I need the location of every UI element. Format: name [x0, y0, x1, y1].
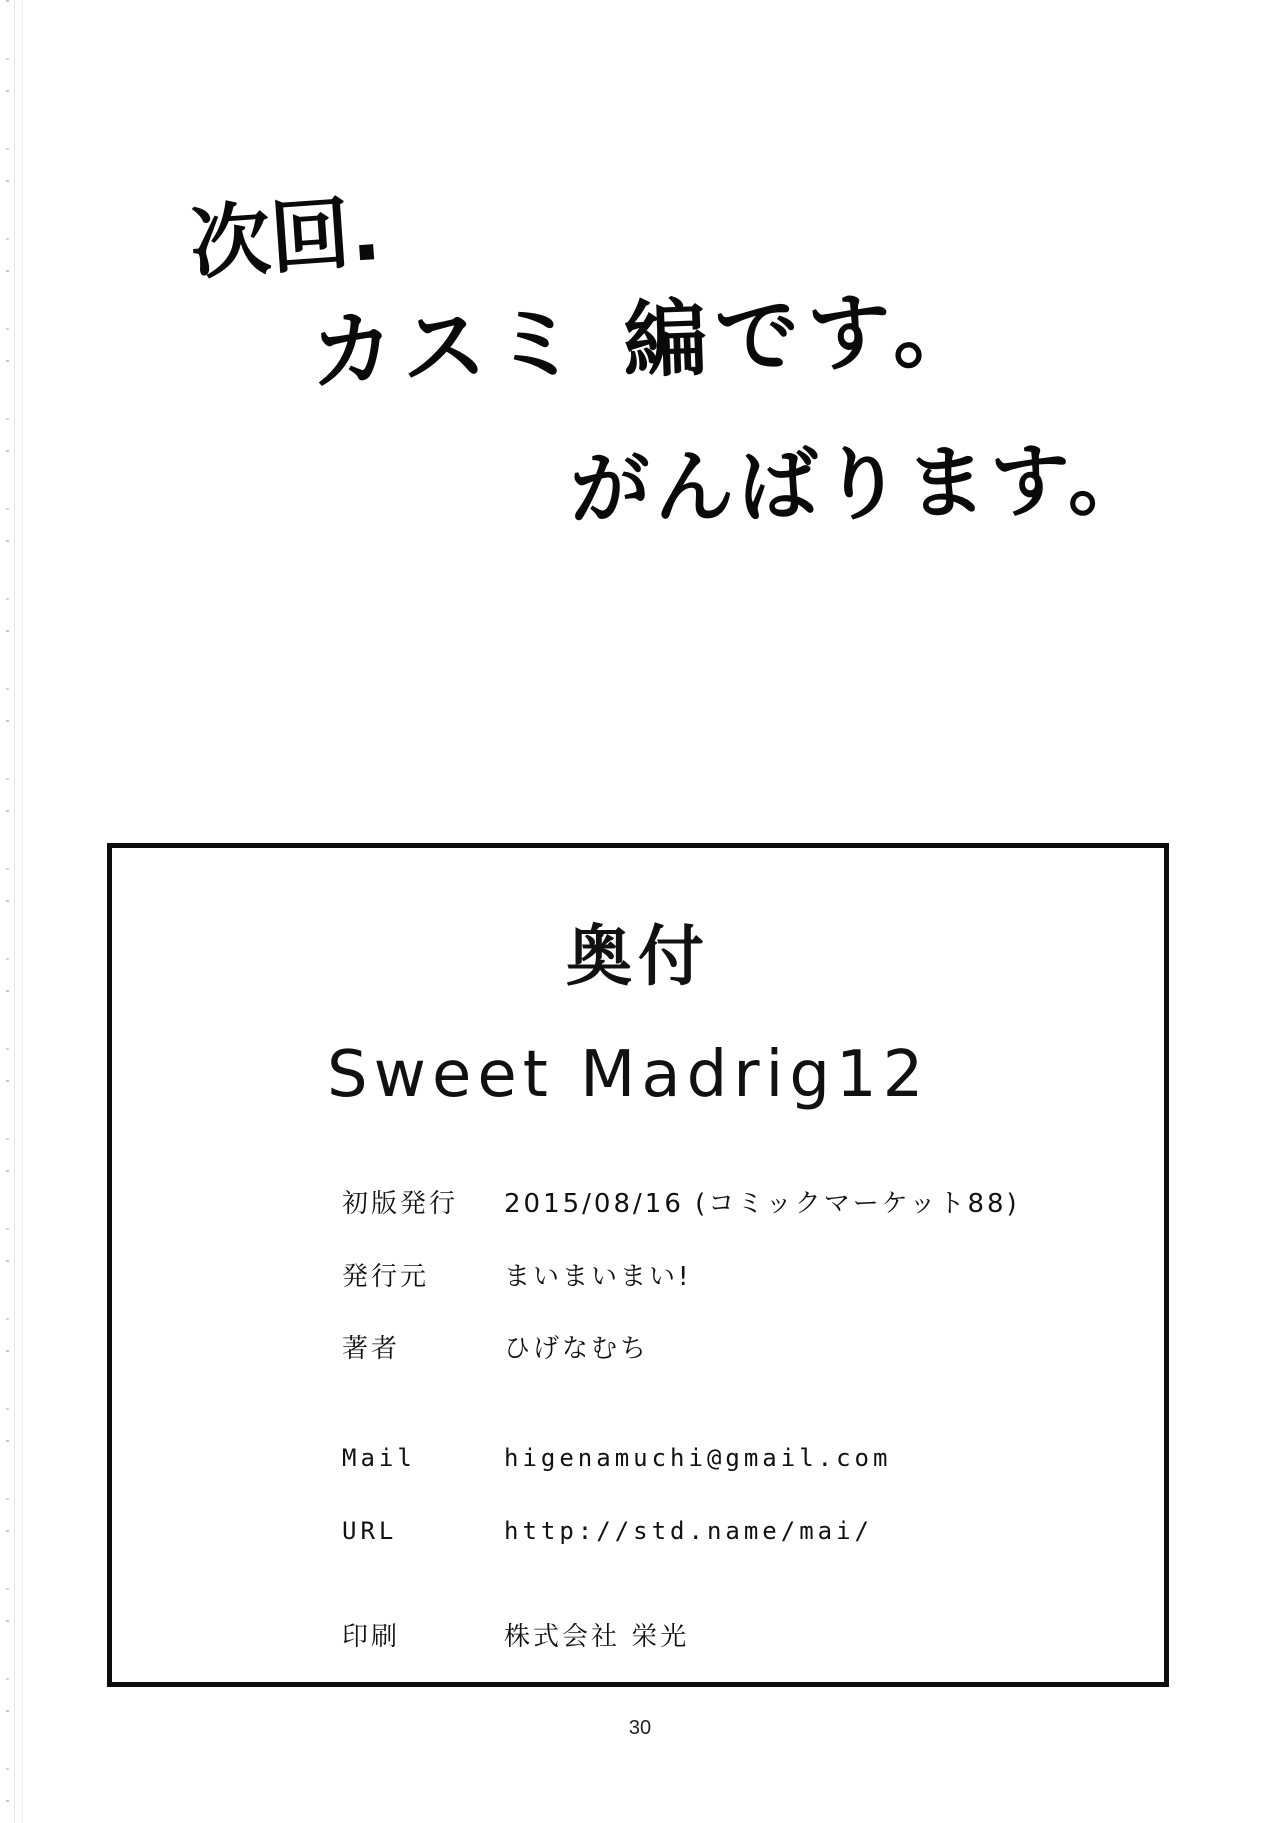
- info-label: 著者: [342, 1334, 401, 1364]
- colophon-box: [107, 843, 1169, 1687]
- info-value: 株式会社 栄光: [504, 1622, 690, 1652]
- colophon-heading: 奥付: [566, 918, 710, 995]
- note-line-3: がんばります。: [569, 432, 1153, 536]
- note-line-1: 次回.: [187, 184, 384, 291]
- info-value: ひげなむち: [504, 1334, 650, 1364]
- info-value: 2015/08/16 (コミックマーケット88): [504, 1189, 1020, 1219]
- page-number: 30: [628, 1717, 652, 1739]
- info-label: URL: [342, 1517, 398, 1545]
- website-url: http://std.name/mai/: [504, 1517, 873, 1545]
- info-label: 初版発行: [342, 1189, 459, 1219]
- note-line-2: カスミ 編です。: [308, 279, 987, 401]
- binding-line: [14, 0, 15, 1823]
- info-label: 印刷: [342, 1622, 401, 1652]
- binding-line: [22, 0, 23, 1823]
- email-address: higenamuchi@gmail.com: [504, 1444, 892, 1472]
- info-label: 発行元: [342, 1262, 430, 1292]
- binding-edge: [6, 0, 9, 1823]
- handwritten-note: [187, 180, 1153, 550]
- book-title: Sweet Madrig12: [327, 1038, 930, 1112]
- info-label: Mail: [342, 1444, 416, 1472]
- info-value: まいまいまい!: [504, 1262, 692, 1292]
